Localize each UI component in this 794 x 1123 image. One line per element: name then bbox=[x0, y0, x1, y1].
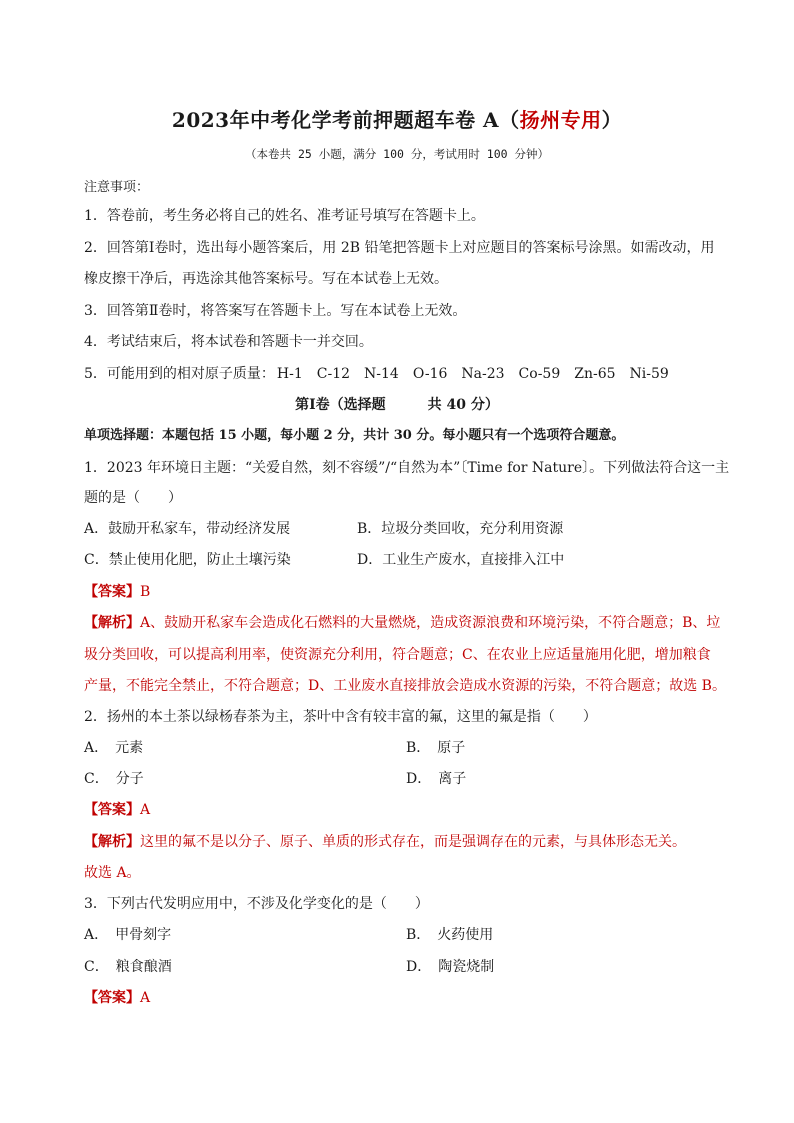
q1-stem: 1．2023 年环境日主题：“关爱自然，刻不容缓”/“自然为本”〔Time for Nature〕。下列做法符合这一主 bbox=[84, 460, 730, 476]
title-region: 扬州专用 bbox=[519, 108, 602, 132]
q3-option-d: D． 陶瓷烧制 bbox=[406, 959, 495, 975]
page-title bbox=[0, 104, 794, 133]
notice-item-3: 3．回答第Ⅱ卷时，将答案写在答题卡上。写在本试卷上无效。 bbox=[84, 303, 467, 319]
q3-answer-value: A bbox=[140, 990, 151, 1006]
exam-subtitle: （本卷共 25 小题，满分 100 分，考试用时 100 分钟） bbox=[245, 147, 549, 161]
q1-stem-cont: 题的是（ ） bbox=[84, 490, 182, 506]
q1-option-d: D．工业生产废水，直接排入江中 bbox=[357, 552, 565, 568]
answer-label: 【答案】 bbox=[84, 584, 140, 600]
q1-analysis bbox=[84, 613, 724, 633]
q1-analysis-line-1: A、鼓励开私家车会造成化石燃料的大量燃烧，造成资源浪费和环境污染，不符合题意；B、垃 bbox=[140, 615, 721, 631]
q2-answer bbox=[84, 800, 724, 820]
notice-item-2-cont: 橡皮擦干净后，再选涂其他答案标号。写在本试卷上无效。 bbox=[84, 271, 448, 287]
q1-option-b: B．垃圾分类回收，充分利用资源 bbox=[357, 521, 564, 537]
mass-n: N-14 bbox=[364, 366, 399, 382]
q2-analysis bbox=[84, 832, 724, 852]
q3-option-b: B． 火药使用 bbox=[406, 927, 494, 943]
q2-analysis-line-2: 故选 A。 bbox=[84, 865, 141, 881]
q1-answer bbox=[84, 582, 724, 602]
notice-item-4: 4．考试结束后，将本试卷和答题卡一并交回。 bbox=[84, 334, 373, 350]
q2-stem: 2．扬州的本土茶以绿杨春茶为主，茶叶中含有较丰富的氟，这里的氟是指（ ） bbox=[84, 709, 597, 725]
mass-co: Co-59 bbox=[518, 366, 561, 382]
q3-option-a: A． 甲骨刻字 bbox=[84, 927, 172, 943]
answer-label: 【答案】 bbox=[84, 802, 140, 818]
q3-option-c: C． 粮食酿酒 bbox=[84, 959, 172, 975]
section-title: 第Ⅰ卷（选择题 共 40 分） bbox=[295, 397, 499, 413]
q2-option-d: D． 离子 bbox=[406, 771, 467, 787]
mass-na: Na-23 bbox=[461, 366, 505, 382]
q2-option-b: B． 原子 bbox=[406, 740, 466, 756]
q3-answer bbox=[84, 988, 724, 1008]
q2-option-a: A． 元素 bbox=[84, 740, 144, 756]
mass-c: C-12 bbox=[316, 366, 351, 382]
notice-item-2: 2．回答第Ⅰ卷时，选出每小题答案后，用 2B 铅笔把答题卡上对应题目的答案标号涂黑。如需改动，用 bbox=[84, 240, 715, 256]
section-instruction: 单项选择题：本题包括 15 小题，每小题 2 分，共计 30 分。每小题只有一个选项符合题意。 bbox=[84, 428, 625, 443]
mass-zn: Zn-65 bbox=[574, 366, 616, 382]
q2-option-c: C． 分子 bbox=[84, 771, 144, 787]
mass-ni: Ni-59 bbox=[629, 366, 669, 382]
title-close: ） bbox=[601, 108, 623, 132]
q1-option-c: C．禁止使用化肥，防止土壤污染 bbox=[84, 552, 291, 568]
q1-answer-value: B bbox=[140, 584, 151, 600]
analysis-label: 【解析】 bbox=[84, 615, 140, 631]
mass-h: H-1 bbox=[276, 366, 303, 382]
q3-stem: 3．下列古代发明应用中，不涉及化学变化的是（ ） bbox=[84, 896, 429, 912]
mass-o: O-16 bbox=[412, 366, 448, 382]
title-main: 2023年中考化学考前押题超车卷 A（ bbox=[171, 108, 520, 132]
notice-heading: 注意事项： bbox=[84, 180, 150, 195]
q2-analysis-line-1: 这里的氟不是以分子、原子、单质的形式存在，而是强调存在的元素，与具体形态无关。 bbox=[140, 834, 686, 850]
mass-prefix: 5．可能用到的相对原子质量： bbox=[84, 366, 275, 382]
notice-item-5 bbox=[84, 364, 724, 384]
q1-analysis-line-3: 产量，不能完全禁止，不符合题意；D、工业废水直接排放会造成水资源的污染，不符合题意；故选 B。 bbox=[84, 678, 726, 694]
q2-answer-value: A bbox=[140, 802, 151, 818]
answer-label: 【答案】 bbox=[84, 990, 140, 1006]
notice-item-1: 1．答卷前，考生务必将自己的姓名、准考证号填写在答题卡上。 bbox=[84, 208, 485, 224]
q1-analysis-line-2: 圾分类回收，可以提高利用率，使资源充分利用，符合题意；C、在农业上应适量施用化肥，增加粮食 bbox=[84, 647, 711, 663]
analysis-label: 【解析】 bbox=[84, 834, 140, 850]
q1-option-a: A．鼓励开私家车，带动经济发展 bbox=[84, 521, 291, 537]
